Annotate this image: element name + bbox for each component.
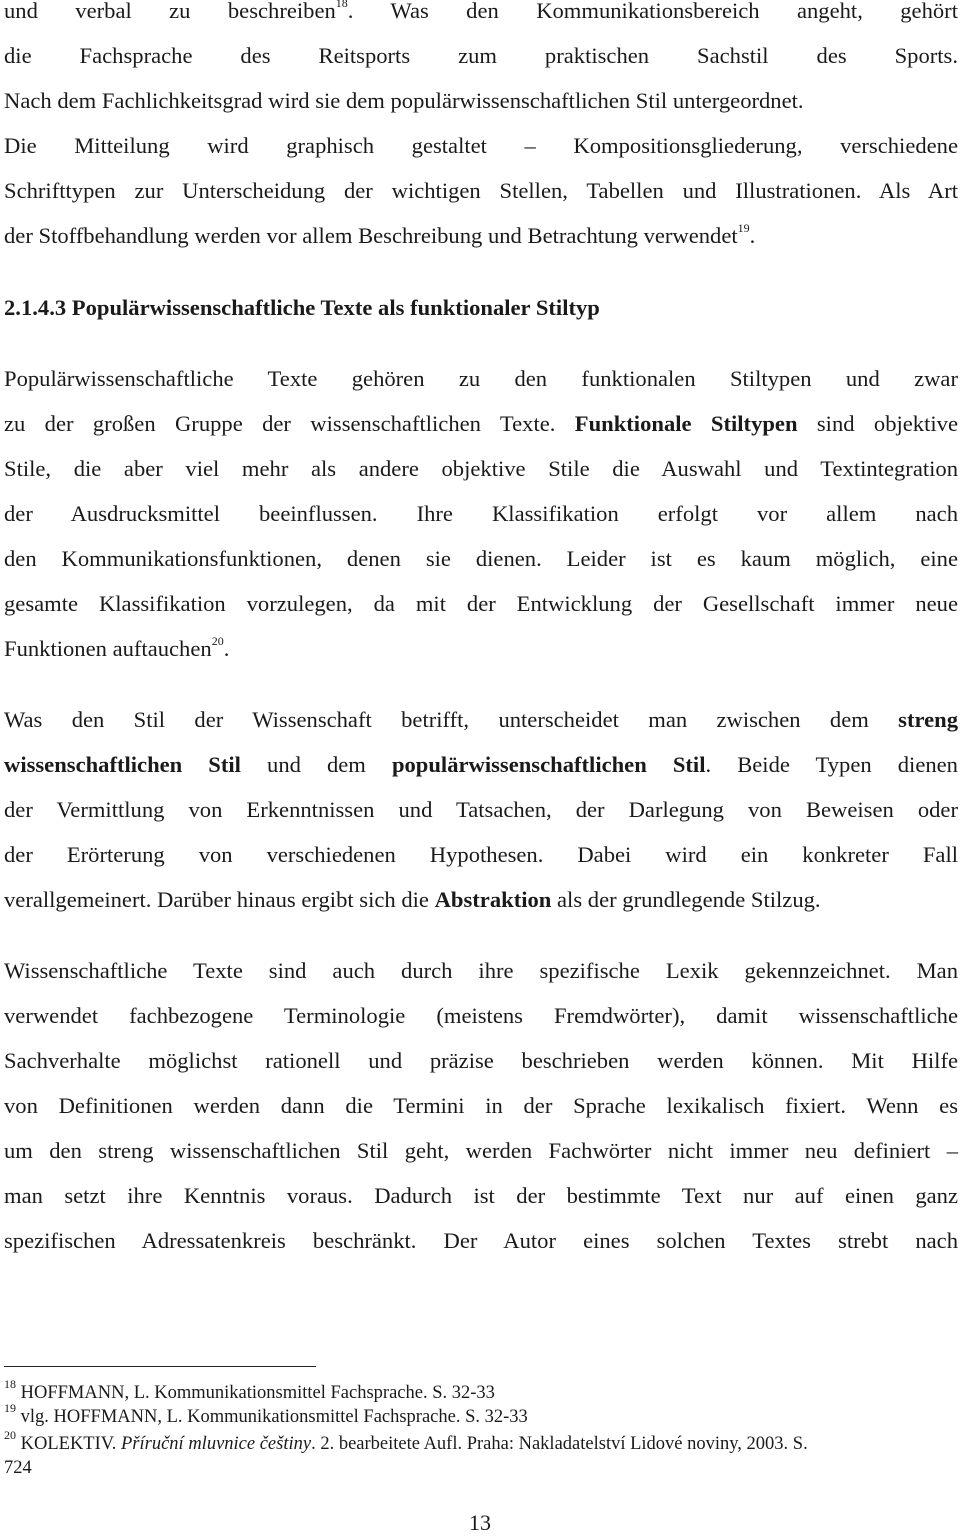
bold-term: Abstraktion — [434, 887, 552, 912]
text-line: der Stoffbehandlung werden vor allem Beschreibung und Betrachtung verwendet$^{19}$. — [4, 221, 756, 248]
text-line: Sachverhalte möglichst rationell und präzise beschrieben werden können. Mit Hilfe — [4, 1048, 958, 1073]
text-line: verwendet fachbezogene Terminologie (meistens Fremdwörter), damit wissenschaftliche — [4, 1003, 958, 1028]
text-line: den Kommunikationsfunktionen, denen sie dienen. Leider ist es kaum möglich, eine — [4, 546, 958, 571]
text-line: Funktionen auftauchen$^{20}$. — [4, 634, 230, 661]
text-line: der Erörterung von verschiedenen Hypothesen. Dabei wird ein konkreter Fall — [4, 842, 958, 867]
text-line: Die Mitteilung wird graphisch gestaltet – Kompositionsgliederung, verschiedene — [4, 133, 958, 158]
footnote-20: $^{20}$ KOLEKTIV. Příruční mluvnice češtiny. 2. bearbeitete Aufl. Praha: Nakladatelství Lidové noviny, 2003. S. — [4, 1427, 808, 1454]
footnote-20-continuation: 724 — [4, 1458, 32, 1478]
text-line: man setzt ihre Kenntnis voraus. Dadurch ist der bestimmte Text nur auf einen ganz — [4, 1183, 958, 1208]
footnote-ref-18[interactable]: 18 — [335, 0, 348, 11]
footnote-19: $^{19}$ vlg. HOFFMANN, L. Kommunikationsmittel Fachsprache. S. 32-33 — [4, 1400, 528, 1427]
text-line: der Ausdrucksmittel beeinflussen. Ihre Klassifikation erfolgt vor allem nach — [4, 501, 958, 526]
bold-term: Funktionale Stiltypen — [574, 411, 798, 436]
text-line: gesamte Klassifikation vorzulegen, da mit der Entwicklung der Gesellschaft immer neue — [4, 591, 958, 616]
page-number: 13 — [469, 1510, 491, 1535]
text-line: Schrifttypen zur Unterscheidung der wichtigen Stellen, Tabellen und Illustrationen. Als Art — [4, 178, 959, 203]
text-line: Was den Stil der Wissenschaft betrifft, unterscheidet man zwischen dem streng — [4, 707, 958, 732]
text-line: von Definitionen werden dann die Termini in der Sprache lexikalisch fixiert. Wenn es — [4, 1093, 958, 1118]
text-line: und verbal zu beschreiben$^{18}$. Was den Kommunikationsbereich angeht, gehört — [4, 0, 958, 26]
text-line: Stile, die aber viel mehr als andere objektive Stile die Auswahl und Textintegration — [4, 456, 958, 481]
footnote-separator — [4, 1366, 316, 1367]
text-line: Wissenschaftliche Texte sind auch durch ihre spezifische Lexik gekennzeichnet. Man — [4, 958, 958, 983]
text-line: Populärwissenschaftliche Texte gehören zu den funktionalen Stiltypen und zwar — [4, 366, 958, 391]
bold-term: wissenschaftlichen Stil — [4, 752, 241, 777]
text-line: um den streng wissenschaftlichen Stil geht, werden Fachwörter nicht immer neu definiert – — [4, 1138, 958, 1163]
text-line: Nach dem Fachlichkeitsgrad wird sie dem populärwissenschaftlichen Stil untergeordnet. — [4, 88, 804, 113]
footnote-ref-20[interactable]: 20 — [211, 634, 224, 649]
text-line: zu der großen Gruppe der wissenschaftlichen Texte. Funktionale Stiltypen sind objektive — [4, 411, 958, 436]
bold-term: streng — [898, 707, 958, 732]
footnote-ref-19[interactable]: 19 — [737, 221, 750, 236]
text-line: spezifischen Adressatenkreis beschränkt. Der Autor eines solchen Textes strebt nach — [4, 1228, 958, 1253]
text-line: wissenschaftlichen Stil und dem populärwissenschaftlichen Stil. Beide Typen dienen — [4, 752, 958, 777]
text-line: der Vermittlung von Erkenntnissen und Tatsachen, der Darlegung von Beweisen oder — [4, 797, 958, 822]
text-line: die Fachsprache des Reitsports zum praktischen Sachstil des Sports. — [4, 43, 958, 68]
footnote-18: $^{18}$ HOFFMANN, L. Kommunikationsmittel Fachsprache. S. 32-33 — [4, 1376, 495, 1403]
text-line: verallgemeinert. Darüber hinaus ergibt sich die Abstraktion als der grundlegende Stilzug. — [4, 887, 821, 912]
bold-term: populärwissenschaftlichen Stil — [391, 752, 706, 777]
section-heading: 2.1.4.3 Populärwissenschaftliche Texte als funktionaler Stiltyp — [4, 295, 600, 320]
